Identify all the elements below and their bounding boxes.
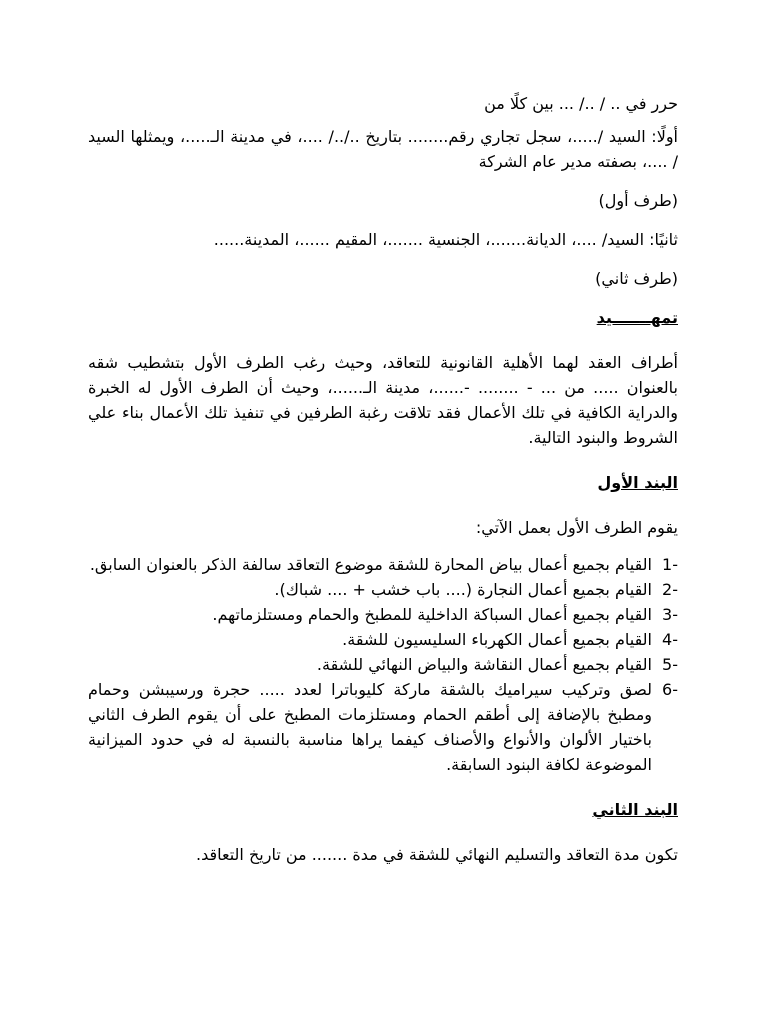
list-item [88,677,678,777]
list-item [88,577,678,602]
list-item [88,602,678,627]
clause1-items-list [88,552,678,777]
clause1-intro: يقوم الطرف الأول بعمل الآتي: [475,518,678,537]
list-item-text: القيام بجميع أعمال بياض المحارة للشقة موضوع التعاقد سالفة الذكر بالعنوان السابق. [89,555,652,574]
party1-text: أولًا: السيد /.....، سجل تجاري رقم........ بتاريخ ../../ ....، في مدينة الـ.....، ويمثلها السيد / ....، بصفته مدير عام الشركة [88,127,678,171]
preamble-heading: تمهـــــــيد [596,308,678,327]
list-item-text: القيام بجميع أعمال السباكة الداخلية للمطبخ والحمام ومستلزماتهم. [212,605,652,624]
party2-label: (طرف ثاني) [595,269,678,288]
list-item-number: -2 [662,580,678,599]
list-item-number: -1 [662,555,678,574]
list-item-text: القيام بجميع أعمال الكهرباء السليسيون للشقة. [342,630,652,649]
preamble-text: أطراف العقد لهما الأهلية القانونية للتعاقد، وحيث رغب الطرف الأول بتشطيب شقه بالعنوان ..... من ... - ........ -......، مدينة الـ......، وحيث أن الطرف الأول له الخبرة والدراية الكافية في تلك الأعمال فقد تلاقت رغبة الطرفين في تنفيذ تلك الأعمال بناء علي الشروط والبنود التالية. [88,353,678,447]
party2-text: ثانيًا: السيد/ ....، الديانة.......، الجنسية .......، المقيم ......، المدينة...... [213,230,678,249]
list-item [88,627,678,652]
list-item [88,552,678,577]
list-item-number: -4 [662,630,678,649]
list-item-number: -6 [662,680,678,699]
list-item-number: -3 [662,605,678,624]
party1-label: (طرف أول) [598,191,678,210]
list-item-text: القيام بجميع أعمال النقاشة والبياض النهائي للشقة. [316,655,652,674]
list-item-text: لصق وتركيب سيراميك بالشقة ماركة كليوباترا لعدد ..... حجرة ورسيبشن وحمام ومطبخ بالإضافة إلى أطقم الحمام ومستلزمات المطبخ على أن يقوم الطرف الثاني باختيار الألوان والأنواع والأصناف كيفما يراها مناسبة بالنسبة له في حدود الميزانية الموضوعة لكافة البنود السابقة. [88,680,652,774]
clause2-heading: البند الثاني [592,800,678,819]
clause1-heading: البند الأول [597,473,678,492]
intro-line: حرر في .. / ../ ... بين كلًا من [484,94,678,113]
list-item-number: -5 [662,655,678,674]
list-item [88,652,678,677]
clause2-text: تكون مدة التعاقد والتسليم النهائي للشقة في مدة ....... من تاريخ التعاقد. [195,845,678,864]
list-item-text: القيام بجميع أعمال النجارة (.... باب خشب + .... شباك). [274,580,652,599]
